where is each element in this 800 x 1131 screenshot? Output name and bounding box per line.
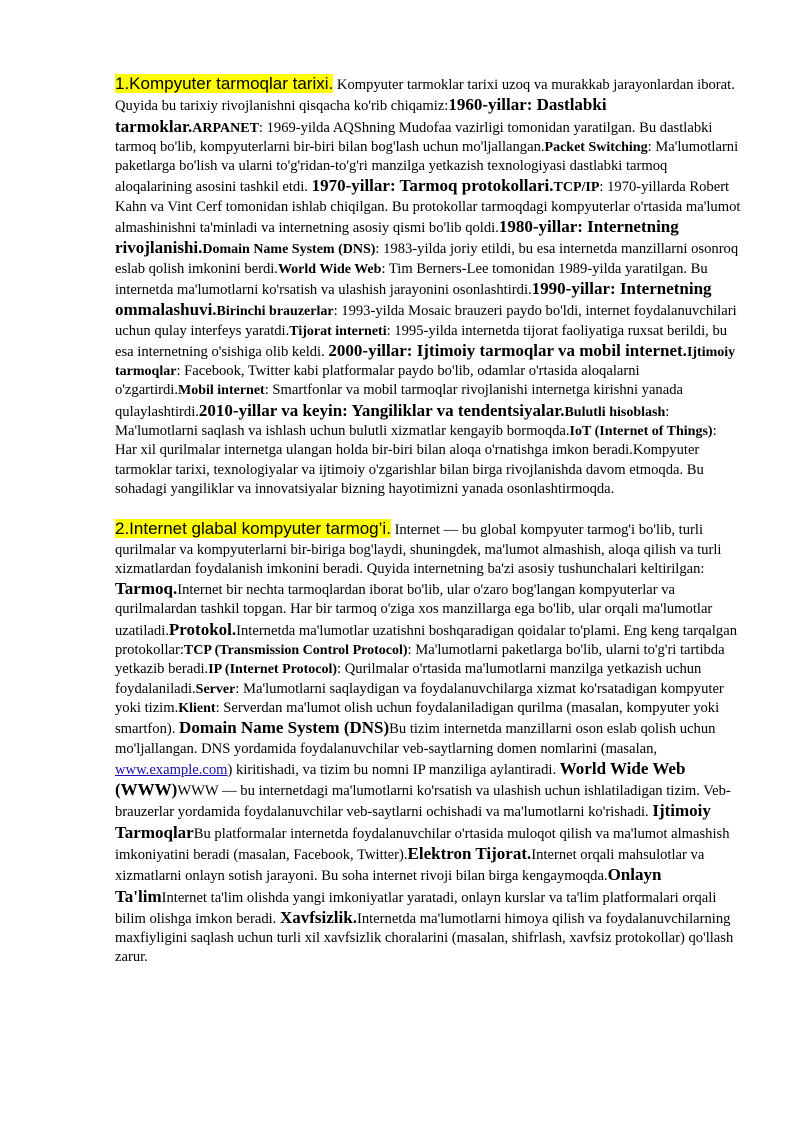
inline-subheading: Tarmoq. — [115, 579, 178, 599]
bold-term: Klient — [178, 700, 216, 716]
body-text: : 1970-yillarda Robert Kahn va Vint Cerf tomonidan ishlab chiqilgan. Bu protokollar tarmoqdagi kompyuterlar o'rtasida ma'lumot almashinishni ta'minladi va internetning asosiy qismi bo'lib qoldi. — [115, 179, 741, 237]
inline-subheading: 1970-yillar: Tarmoq protokollari. — [311, 176, 554, 196]
body-text: : Ma'lumotlarni saqlash va ishlash uchun bulutli xizmatlar kengayib bormoqda. — [115, 403, 670, 440]
example-domain-link[interactable]: www.example.com — [115, 761, 228, 778]
body-text: : Smartfonlar va mobil tarmoqlar rivojlanishi internetga kirishni yanada qulaylashtirdi. — [115, 382, 683, 420]
body-text: : 1995-yilda internetda tijorat faoliyatiga ruxsat berildi, bu esa internetning o'sishiga olib keldi. — [115, 322, 728, 360]
body-text: : Har xil qurilmalar internetga ulangan holda bir-biri bilan aloqa o'rnatishga imkon beradi.Kompyuter tarmoklar tarixi, texnologiyalar va ijtimoiy o'zgarishlar bilan birga rivojlanishda davom etmoqda. Bu sohadagi yangiliklar va innovatsiyalar bizning hayotimizni yanada osonlashtirmoqda. — [115, 423, 717, 497]
bold-term: TCP/IP — [553, 180, 600, 196]
bold-term: Packet Switching — [544, 139, 648, 155]
inline-subheading: 2000-yillar: Ijtimoiy tarmoqlar va mobil internet. — [328, 340, 687, 360]
bold-term: Server — [195, 681, 236, 697]
bold-term: Mobil internet — [178, 383, 265, 399]
body-text: : Ma'lumotlarni paketlarga bo'lish va ularni to'g'ridan-to'g'ri manzilga yetkazish texnologiyasi dastlabki tarmoq aloqalarining asosini tashkil etdi. — [115, 138, 739, 196]
body-text: ) kiritishadi, va tizim bu nomni IP manziliga aylantiradi. — [227, 761, 560, 778]
body-text: Internet orqali mahsulotlar va xizmatlarni onlayn sotish jarayoni. Bu soha internet rivoji bilan birga kengaymoqda. — [115, 846, 705, 885]
bold-term: TCP (Transmission Control Protocol) — [183, 643, 408, 659]
inline-subheading: Ijtimoiy Tarmoqlar — [115, 801, 711, 842]
inline-subheading: Elektron Tijorat. — [407, 843, 532, 863]
body-text: : 1983-yilda joriy etildi, bu esa internetda manzillarni osonroq eslab qolish imkonini berdi. — [115, 241, 739, 277]
inline-subheading: Protokol. — [168, 619, 237, 639]
body-text: : 1969-yilda AQShning Mudofaa vazirligi tomonidan yaratilgan. Bu dastlabki tarmoq bo'lib, kompyuterlarni bir-biri bilan bog'lash uchun mo'ljallangan. — [115, 119, 713, 155]
body-text: : Ma'lumotlarni paketlarga bo'lib, ularni to'g'ri tartibda yetkazib beradi. — [115, 642, 725, 678]
body-text: Internet — bu global kompyuter tarmog'i bo'lib, turli qurilmalar va kompyuterlarni bir-biriga bog'laydi, shuningdek, ma'lumot almashish, aloqa qilish va turli xizmatlardan foydalanish imkonini beradi. Quyida internetning ba'zi asosiy tushunchalari keltirilgan: — [115, 522, 722, 577]
section-1-heading: 1.Kompyuter tarmoqlar tarixi. — [115, 74, 334, 93]
bold-term: Ijtimoiy tarmoqlar — [115, 344, 736, 380]
body-text: : Qurilmalar o'rtasida ma'lumotlarni manzilga yetkazish uchun foydalaniladi. — [115, 661, 702, 697]
body-text: Internetda ma'lumotlarni himoya qilish va foydalanuvchilarning maxfiyligini saqlash uchun turli xil xavfsizlik choralarini (masalan, shifrlash, xavfsiz protokollar) qo'llash zarur. — [115, 910, 734, 966]
bold-term: Birinchi brauzerlar — [216, 304, 334, 320]
section-2 — [115, 519, 741, 968]
body-text: : Facebook, Twitter kabi platformalar paydo bo'lib, odamlar o'rtasida aloqalarni o'zgartirdi. — [115, 363, 640, 399]
body-text: Bu platformalar internetda foydalanuvchilar o'rtasida muloqot qilish va ma'lumot almashish imkoniyatini beradi (masalan, Facebook, Twitter). — [115, 825, 730, 863]
inline-subheading: 1990-yillar: Internetning ommalashuvi. — [115, 278, 712, 320]
bold-term: Bulutli hisoblash — [564, 404, 666, 420]
body-text: : Ma'lumotlarni saqlaydigan va foydalanuvchilarga xizmat ko'rsatadigan kompyuter yoki tizim. — [115, 680, 724, 716]
section-2-body — [115, 522, 737, 965]
body-text: : 1993-yilda Mosaic brauzeri paydo bo'ldi, internet foydalanuvchilari uchun qulay interfeys yaratdi. — [115, 303, 737, 339]
section-1 — [115, 74, 741, 499]
body-text: Internet ta'lim olishda yangi imkoniyatlar yaratadi, onlayn kurslar va ta'lim platformalari orqali bilim olishga imkon beradi. — [115, 889, 717, 927]
bold-term: IP (Internet Protocol) — [208, 662, 338, 678]
section-2-heading: 2.Internet glabal kompyuter tarmog’i. — [115, 519, 391, 539]
body-text: Internet bir nechta tarmoqlardan iborat bo'lib, ular o'zaro bog'langan kompyuterlar va qurilmalardan tashkil topgan. Har bir tarmoq o'ziga xos manzillarga ega bo'lib, ular orqali ma'lumotlar uzatiladi. — [115, 582, 713, 639]
bold-term: IoT (Internet of Things) — [569, 424, 713, 440]
inline-subheading: Onlayn Ta'lim — [115, 865, 662, 906]
body-text: WWW — bu internetdagi ma'lumotlarni ko'rsatish va ulashish uchun ishlatiladigan tizim. Veb-brauzerlar yordamida foydalanuvchilar veb-saytlarni ochishadi va ma'lumotlarni ko'rishadi. — [115, 783, 731, 821]
body-text: Internetda ma'lumotlar uzatishni boshqaradigan qoidalar to'plami. Eng keng tarqalgan protokollar: — [115, 622, 738, 659]
body-text: Kompyuter tarmoklar tarixi uzoq va murakkab jarayonlardan iborat. Quyida bu tarixiy rivojlanishni qisqacha ko'rib chiqamiz: — [115, 77, 735, 115]
inline-subheading: World Wide Web (WWW) — [115, 758, 686, 800]
bold-term: Domain Name System (DNS) — [202, 242, 376, 258]
section-1-body — [115, 77, 740, 497]
document-page — [115, 74, 741, 968]
inline-subheading: 2010-yillar va keyin: Yangiliklar va tendentsiyalar. — [198, 400, 565, 420]
inline-subheading: 1980-yillar: Internetning rivojlanishi. — [115, 217, 679, 258]
body-text: : Serverdan ma'lumot olish uchun foydalaniladigan qurilma (masalan, kompyuter yoki smartfon). — [115, 699, 720, 738]
bold-term: ARPANET — [192, 120, 259, 136]
body-text: Bu tizim internetda manzillarni oson eslab qolish uchun mo'ljallangan. DNS yordamida foydalanuvchilar veb-saytlarning domen nomlarini (masalan, — [115, 721, 716, 757]
body-text: : Tim Berners-Lee tomonidan 1989-yilda yaratilgan. Bu internetda ma'lumotlarni ko'rsatish va ulashish jarayonini osonlashtirdi. — [115, 260, 708, 298]
inline-subheading: 1960-yillar: Dastlabki tarmoklar. — [115, 95, 607, 136]
bold-term: Tijorat interneti — [289, 323, 387, 339]
inline-subheading: Xavfsizlik. — [279, 907, 357, 927]
inline-subheading: Domain Name System (DNS) — [179, 718, 390, 738]
bold-term: World Wide Web — [277, 261, 382, 277]
